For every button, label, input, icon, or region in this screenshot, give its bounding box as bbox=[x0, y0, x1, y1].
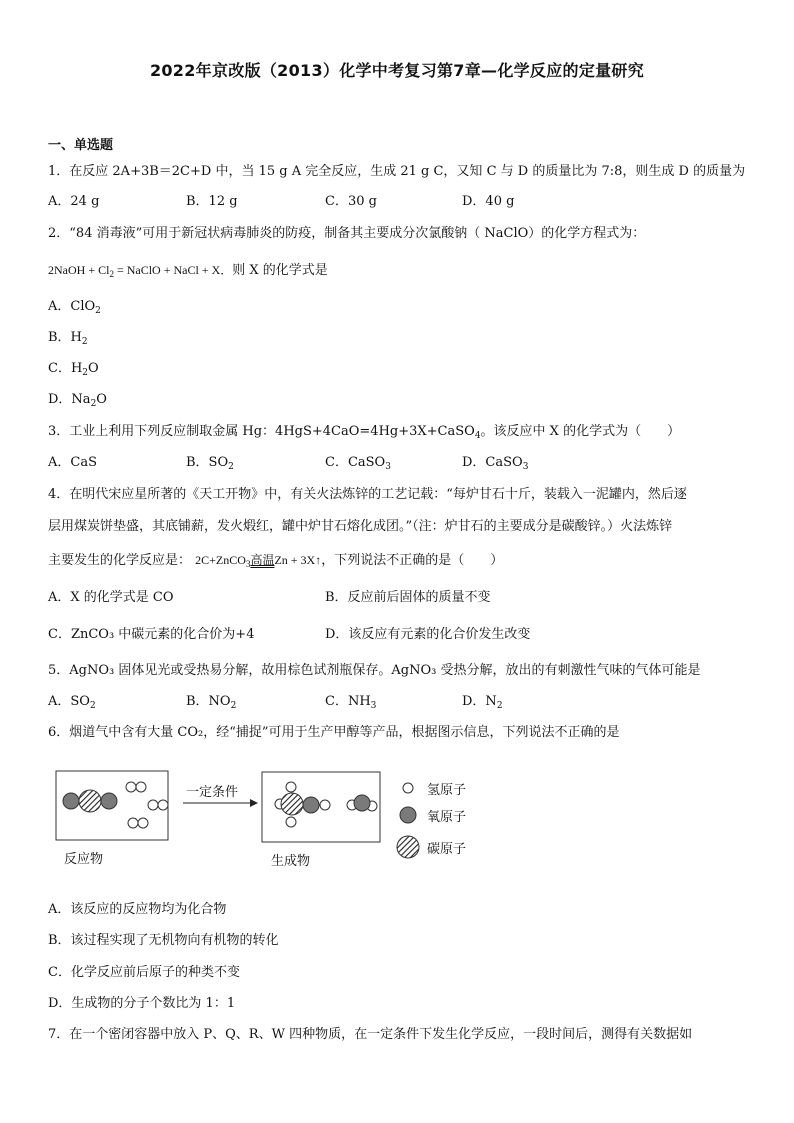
q1-option-b[interactable]: B．12 g bbox=[186, 194, 238, 209]
carbon-atom bbox=[281, 793, 303, 815]
q4-option-a[interactable]: A．X 的化学式是 CO bbox=[48, 590, 174, 605]
q3-option-b-text: B．SO bbox=[186, 455, 229, 470]
arrow-head-icon bbox=[250, 799, 258, 807]
legend-carbon-label: 碳原子 bbox=[427, 842, 467, 857]
q6-option-c[interactable]: C．化学反应前后原子的种类不变 bbox=[48, 965, 240, 980]
q1-option-c[interactable]: C．30 g bbox=[325, 194, 377, 209]
q4-eq-a: 2C+ZnCO bbox=[195, 553, 246, 567]
q3-stem-sub: 4 bbox=[474, 431, 481, 441]
q2-equation-left: 2NaOH + Cl bbox=[48, 263, 110, 277]
q3-option-d-sub: 3 bbox=[522, 462, 529, 472]
page-title: 2022年京改版（2013）化学中考复习第7章—化学反应的定量研究 bbox=[149, 61, 645, 80]
oxygen-atom bbox=[63, 793, 79, 809]
legend-hydrogen-label: 氢原子 bbox=[427, 783, 467, 798]
q3-option-b-sub: 2 bbox=[228, 462, 234, 472]
q3-option-c-text: C．CaSO bbox=[325, 455, 386, 470]
q2-option-c-text: C．H bbox=[48, 361, 83, 376]
question-5-stem: 5．AgNO₃ 固体见光或受热易分解，故用棕色试剂瓶保存。AgNO₃ 受热分解，放出的有刺激性气味的气体可能是 bbox=[48, 663, 701, 678]
question-7-stem: 7．在一个密闭容器中放入 P、Q、R、W 四种物质，在一定条件下发生化学反应，一段时间后，测得有关数据如 bbox=[48, 1027, 693, 1042]
q5-option-c-text: C．NH bbox=[325, 694, 371, 709]
carbon-atom bbox=[79, 790, 101, 812]
oxygen-atom bbox=[354, 795, 370, 811]
q4-line-3-b: ，下列说法不正确的是（ ） bbox=[321, 553, 504, 568]
section-heading: 一、单选题 bbox=[48, 138, 114, 153]
question-4-line-1: 4．在明代宋应星所著的《天工开物》中，有关火法炼锌的工艺记载：“每炉甘石十斤，装载入一泥罐内，然后逐 bbox=[48, 487, 687, 502]
q3-stem-a: 3．工业上利用下列反应制取金属 Hg：4HgS+4CaO=4Hg+3X+CaSO bbox=[48, 424, 475, 439]
legend-carbon-icon bbox=[397, 836, 419, 858]
q2-equation-sub: 2 bbox=[109, 269, 114, 279]
q1-option-d[interactable]: D．40 g bbox=[462, 194, 515, 209]
q5-option-c-sub: 3 bbox=[370, 701, 377, 711]
q2-option-a-text: A．ClO bbox=[48, 299, 96, 314]
hydrogen-atom bbox=[320, 800, 330, 810]
question-1-stem: 1．在反应 2A+3B＝2C+D 中，当 15 g A 完全反应，生成 21 g C，又知 C 与 D 的质量比为 7:8，则生成 D 的质量为 bbox=[48, 164, 746, 179]
q4-option-c[interactable]: C．ZnCO₃ 中碳元素的化合价为+4 bbox=[48, 627, 255, 642]
reaction-condition-label: 一定条件 bbox=[186, 785, 239, 800]
q4-eq-condition: 高温 bbox=[250, 553, 275, 567]
hydrogen-atom bbox=[136, 782, 146, 792]
hydrogen-atom bbox=[128, 818, 138, 828]
oxygen-atom bbox=[101, 793, 117, 809]
q3-option-a-text: A．CaS bbox=[48, 455, 97, 470]
q5-option-d-sub: 2 bbox=[496, 701, 503, 711]
hydrogen-atom bbox=[148, 800, 158, 810]
q5-option-a-text: A．SO bbox=[48, 694, 90, 709]
legend-oxygen-label: 氧原子 bbox=[427, 810, 467, 825]
hydrogen-atom bbox=[158, 800, 168, 810]
q5-option-b-text: B．NO bbox=[186, 694, 231, 709]
q2-option-c-sub: 2 bbox=[82, 368, 89, 378]
hydrogen-atom bbox=[126, 782, 136, 792]
q4-option-b[interactable]: B．反应前后固体的质量不变 bbox=[325, 590, 491, 605]
question-6-stem: 6．烟道气中含有大量 CO₂，经“捕捉”可用于生产甲醇等产品，根据图示信息，下列说法不正确的是 bbox=[48, 725, 620, 740]
products-label: 生成物 bbox=[271, 854, 311, 869]
q4-line-3-a: 主要发生的化学反应是： bbox=[48, 553, 192, 568]
q2-option-a-sub: 2 bbox=[95, 306, 101, 316]
q6-option-a[interactable]: A．该反应的反应物均为化合物 bbox=[48, 902, 227, 917]
q2-option-b-sub: 2 bbox=[81, 337, 88, 347]
oxygen-atom bbox=[303, 797, 319, 813]
q6-option-b[interactable]: B．该过程实现了无机物向有机物的转化 bbox=[48, 933, 279, 948]
q4-option-d[interactable]: D．该反应有元素的化合价发生改变 bbox=[325, 627, 531, 642]
co2-molecule bbox=[63, 790, 117, 812]
q2-equation-tail: 则 X 的化学式是 bbox=[232, 263, 328, 278]
q2-equation-right: = NaClO + NaCl + X． bbox=[113, 263, 233, 277]
hydrogen-atom bbox=[286, 817, 296, 827]
q5-option-b-sub: 2 bbox=[230, 701, 237, 711]
q3-stem-b: 。该反应中 X 的化学式为（ ） bbox=[480, 424, 681, 439]
hydrogen-atom bbox=[286, 782, 296, 792]
q1-option-a[interactable]: A．24 g bbox=[48, 194, 100, 209]
question-2-stem: 2．“84 消毒液”可用于新冠状病毒肺炎的防疫，制备其主要成分次氯酸钠（ NaClO）的化学方程式为： bbox=[48, 226, 646, 241]
q2-option-d-text: D．Na bbox=[48, 392, 91, 407]
q4-eq-sub: 3 bbox=[245, 559, 251, 569]
question-4-line-2: 层用煤炭饼垫盛，其底铺薪，发火煅红，罐中炉甘石熔化成团。”（注：炉甘石的主要成分是碳酸锌。）火法炼锌 bbox=[48, 519, 673, 534]
legend-oxygen-icon bbox=[400, 807, 416, 823]
q5-option-d-text: D．N bbox=[462, 694, 497, 709]
hydrogen-atom bbox=[138, 818, 148, 828]
q2-option-c-suffix: O bbox=[88, 361, 99, 376]
q3-option-d-text: D．CaSO bbox=[462, 455, 523, 470]
q6-option-d[interactable]: D．生成物的分子个数比为 1：1 bbox=[48, 996, 236, 1011]
q5-option-a-sub: 2 bbox=[89, 701, 96, 711]
q2-option-d-suffix: O bbox=[96, 392, 107, 407]
q4-eq-b: Zn + 3X↑ bbox=[274, 553, 322, 567]
reactants-label: 反应物 bbox=[64, 852, 104, 867]
q2-option-b-text: B．H bbox=[48, 330, 82, 345]
q3-option-c-sub: 3 bbox=[385, 462, 391, 472]
q2-option-d-sub: 2 bbox=[90, 399, 97, 409]
legend-hydrogen-icon bbox=[403, 783, 413, 793]
